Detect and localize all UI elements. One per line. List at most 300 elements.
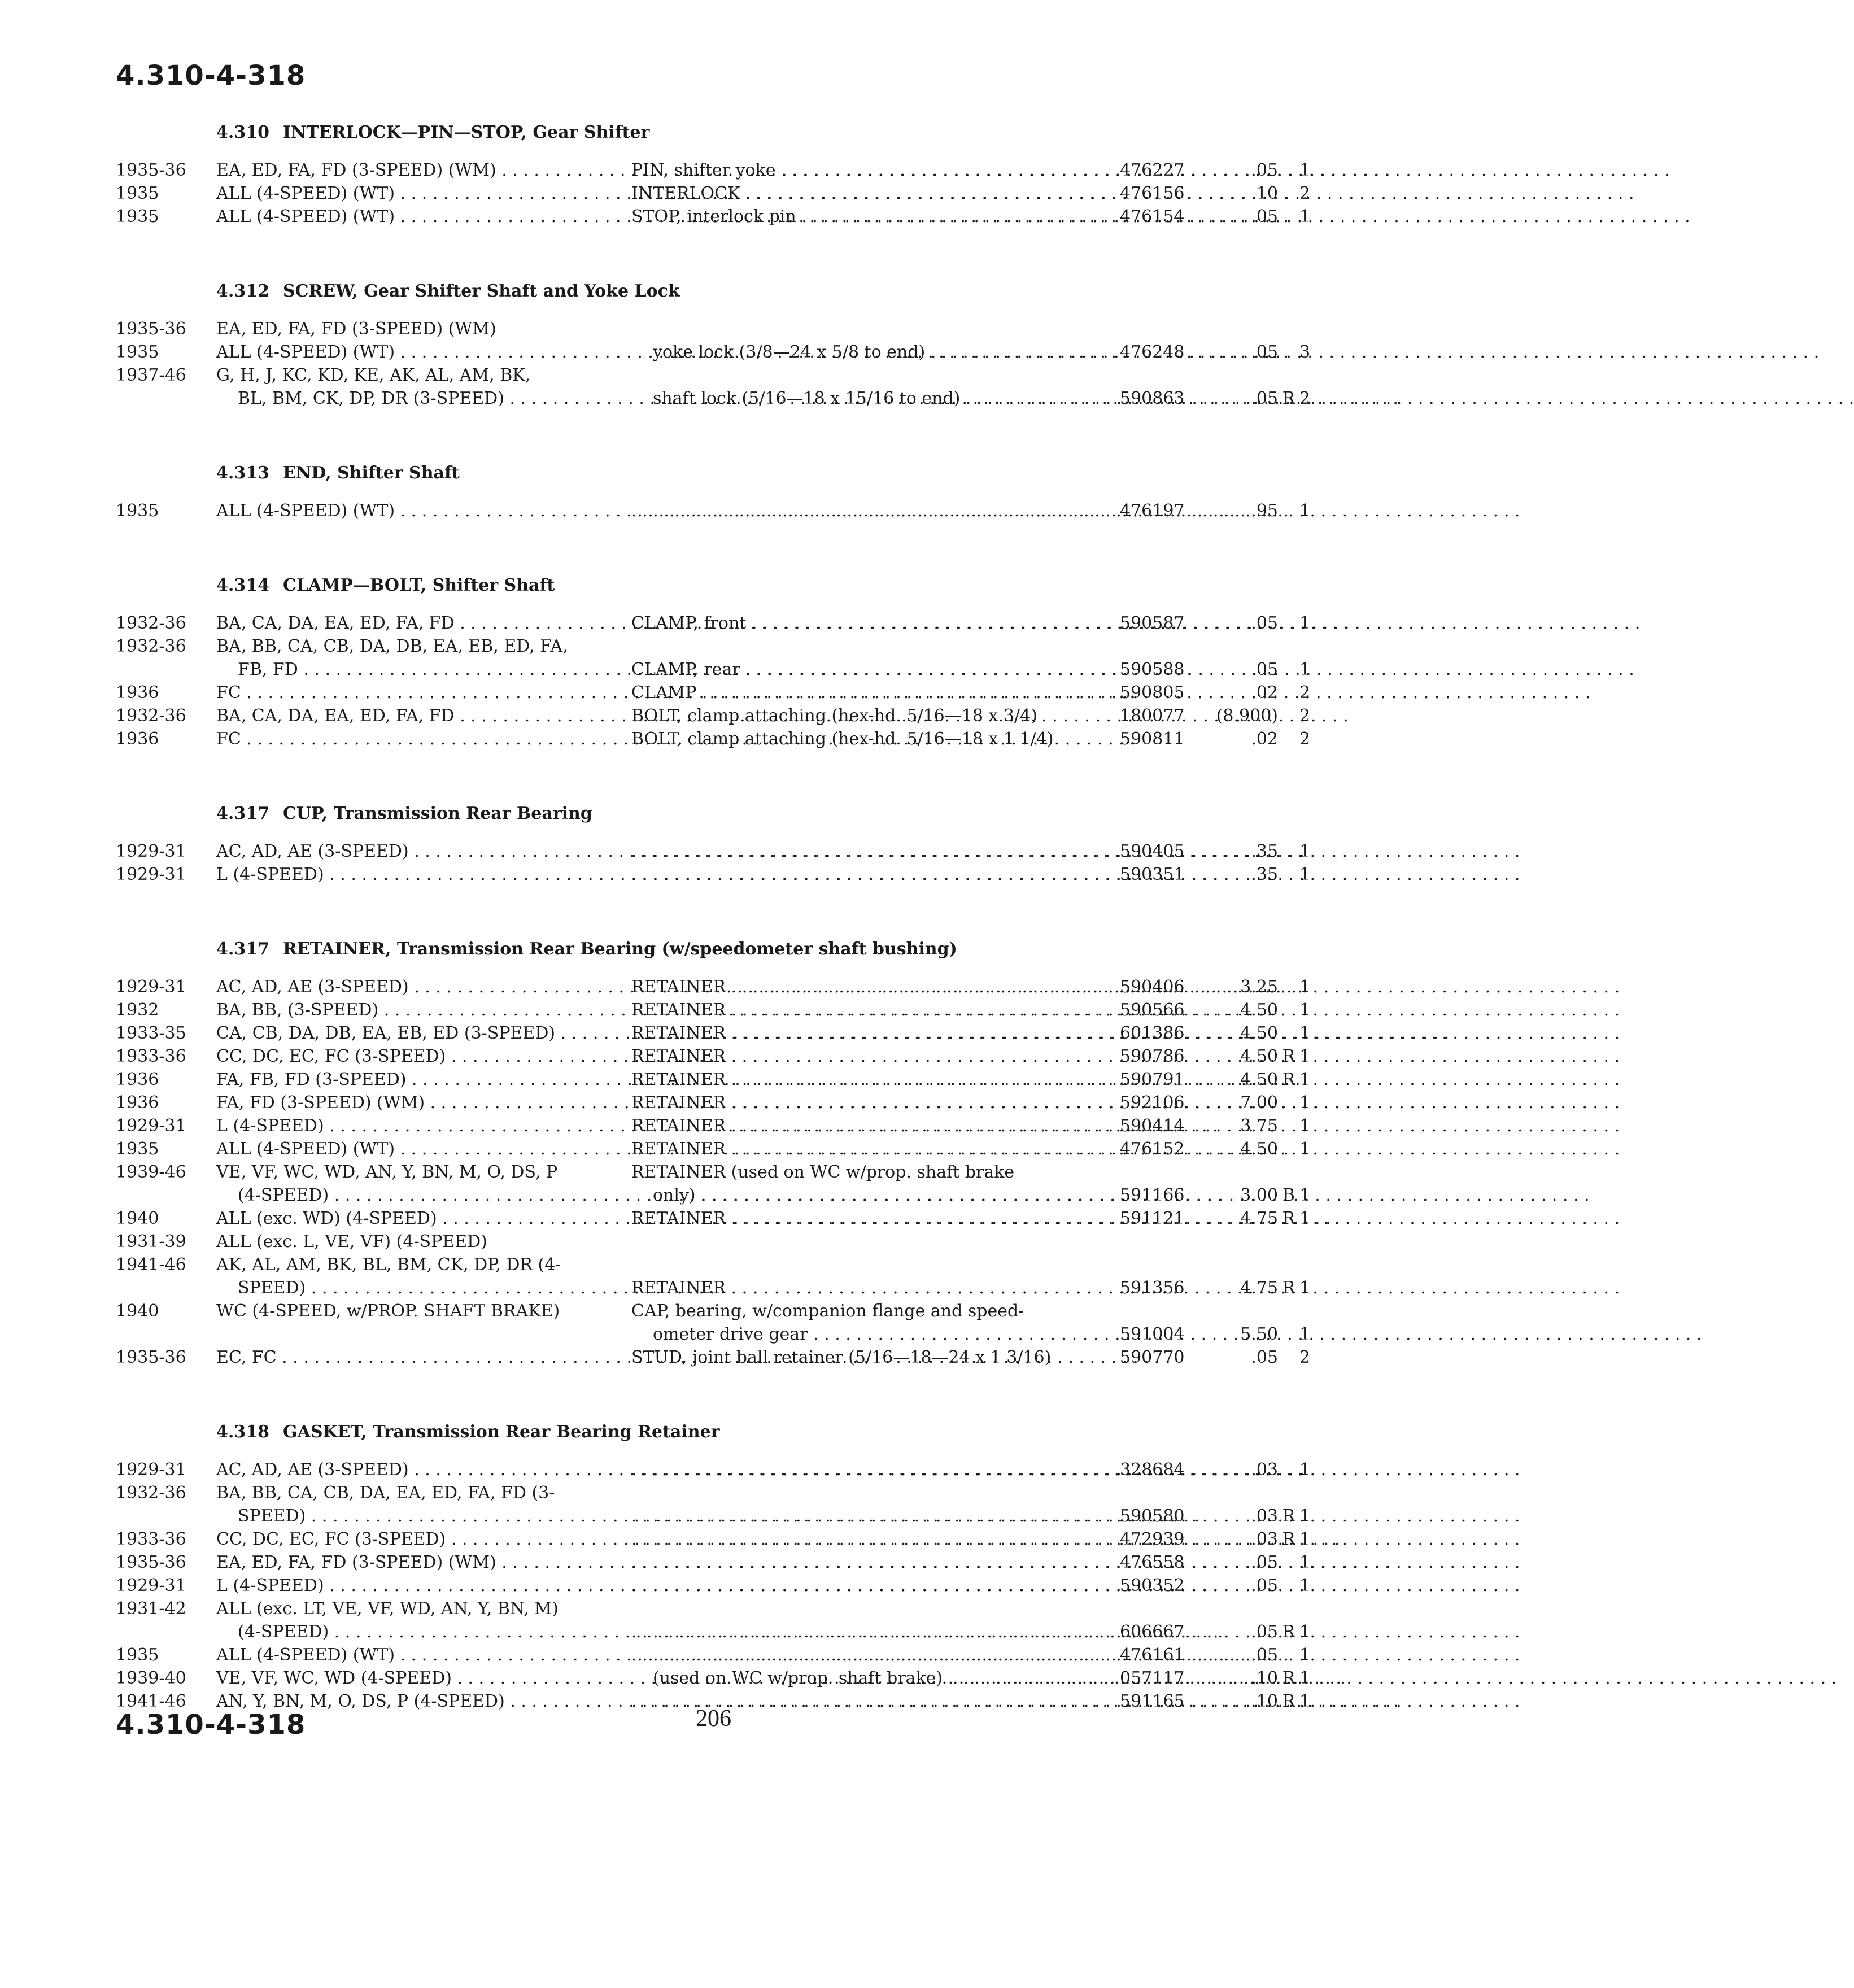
parts-row bbox=[116, 1137, 1311, 1161]
part-description-cell bbox=[631, 840, 1086, 863]
application-cell: ALL (4-SPEED) (WT) . . . bbox=[216, 499, 609, 522]
part-number-cell: 476152 bbox=[1120, 1139, 1185, 1159]
column-gap bbox=[609, 1481, 631, 1505]
part-description-cell: yoke lock (3/8—24 x 5/8 to end) . . . bbox=[631, 341, 1086, 364]
code-cell: R bbox=[1282, 1278, 1295, 1298]
part-number-cell bbox=[1120, 1253, 1199, 1276]
application-cell: (4-SPEED) . . . bbox=[216, 1620, 609, 1643]
column-gap bbox=[1086, 1230, 1120, 1253]
parts-row bbox=[116, 341, 1311, 364]
parts-row bbox=[116, 1253, 1305, 1276]
price-cell: .05 bbox=[1251, 1622, 1278, 1642]
column-gap bbox=[1086, 1481, 1120, 1505]
part-number-cell: 590770 bbox=[1120, 1348, 1185, 1367]
quantity-cell: 2 bbox=[1299, 683, 1311, 703]
part-number-cell bbox=[1120, 364, 1199, 387]
quantity-cell: 1 bbox=[1299, 1553, 1311, 1572]
year-cell bbox=[116, 1276, 216, 1300]
section-title: END, Shifter Shaft bbox=[282, 463, 460, 483]
application-cell: BA, BB, CA, CB, DA, DB, EA, EB, ED, FA, bbox=[216, 636, 568, 656]
parts-row bbox=[116, 658, 1311, 681]
price-cell: .05 bbox=[1251, 1645, 1278, 1665]
part-number-cell: 057117 bbox=[1120, 1668, 1185, 1688]
year-cell bbox=[116, 387, 216, 410]
quantity-cell: 1 bbox=[1299, 1139, 1311, 1159]
part-number-cell bbox=[1120, 1230, 1199, 1253]
price-cell bbox=[1199, 1300, 1278, 1323]
column-gap bbox=[1086, 364, 1120, 387]
quantity-cell: 1 bbox=[1299, 977, 1311, 997]
price-cell: .05 bbox=[1251, 1348, 1278, 1367]
application-cell: EA, ED, FA, FD (3-SPEED) (WM) . . . bbox=[216, 1551, 609, 1574]
part-description-cell bbox=[631, 1528, 1086, 1551]
application-cell: AN, Y, BN, M, O, DS, P (4-SPEED) . . . bbox=[216, 1690, 609, 1713]
part-number-cell: 476197 bbox=[1120, 501, 1185, 521]
quantity-cell: 1 bbox=[1299, 1209, 1311, 1228]
part-description-cell bbox=[631, 1574, 1086, 1597]
part-description-cell bbox=[631, 317, 1086, 341]
part-number-cell: 590352 bbox=[1120, 1576, 1185, 1595]
column-gap bbox=[609, 364, 631, 387]
parts-row bbox=[116, 1091, 1311, 1114]
year-cell: 1935 bbox=[116, 501, 159, 521]
year-cell bbox=[116, 1323, 216, 1346]
part-description-cell: CLAMP, rear . . . bbox=[631, 658, 1086, 681]
part-description-cell: RETAINER (used on WC w/prop. shaft brake bbox=[631, 1162, 1015, 1182]
parts-row bbox=[116, 1574, 1311, 1597]
parts-row bbox=[116, 1022, 1311, 1045]
application-cell: L (4-SPEED) . . . bbox=[216, 863, 609, 886]
code-cell: B bbox=[1282, 1185, 1295, 1205]
year-cell: 1936 bbox=[116, 683, 159, 703]
price-cell: (8.900) bbox=[1216, 706, 1278, 726]
code-cell: R bbox=[1282, 1070, 1295, 1089]
part-description-cell: PIN, shifter yoke . . . bbox=[631, 159, 1086, 182]
code-cell bbox=[1278, 1597, 1299, 1620]
application-cell: AC, AD, AE (3-SPEED) . . . bbox=[216, 1458, 609, 1481]
part-number-cell bbox=[1120, 1597, 1199, 1620]
part-description-cell: (used on WC w/prop. shaft brake) . . . bbox=[631, 1667, 1086, 1690]
code-cell: R bbox=[1282, 389, 1295, 408]
section-heading bbox=[116, 797, 1305, 831]
part-number-cell bbox=[1120, 635, 1199, 658]
part-description-cell bbox=[631, 1505, 1086, 1528]
quantity-cell: 1 bbox=[1299, 1506, 1311, 1526]
parts-row bbox=[116, 840, 1311, 863]
quantity-cell bbox=[1299, 1161, 1305, 1184]
year-cell: 1929-31 bbox=[116, 865, 186, 884]
price-cell: 7.00 bbox=[1240, 1093, 1278, 1113]
application-cell: VE, VF, WC, WD, AN, Y, BN, M, O, DS, P bbox=[216, 1162, 558, 1182]
section-title: INTERLOCK—PIN—STOP, Gear Shifter bbox=[282, 123, 650, 142]
part-number-cell: 590405 bbox=[1120, 842, 1185, 861]
year-cell bbox=[116, 1184, 216, 1207]
part-description-cell: shaft lock (5/16—18 x 15/16 to end) . . . bbox=[631, 387, 1086, 410]
section-title: SCREW, Gear Shifter Shaft and Yoke Lock bbox=[282, 281, 680, 301]
year-cell: 1933-35 bbox=[116, 1023, 186, 1043]
application-cell: AK, AL, AM, BK, BL, BM, CK, DP, DR (4- bbox=[216, 1255, 561, 1275]
column-gap bbox=[1086, 1253, 1120, 1276]
section-heading bbox=[116, 932, 1305, 966]
price-cell: .05 bbox=[1251, 342, 1278, 362]
parts-row bbox=[116, 182, 1311, 205]
year-cell: 1935 bbox=[116, 1139, 159, 1159]
part-description-cell bbox=[631, 1551, 1086, 1574]
catalog-section bbox=[116, 797, 1311, 886]
price-cell bbox=[1199, 1230, 1278, 1253]
price-cell: .10 bbox=[1251, 184, 1278, 203]
part-number-cell bbox=[1120, 1161, 1199, 1184]
price-cell bbox=[1199, 364, 1278, 387]
parts-row bbox=[116, 1207, 1311, 1230]
price-cell: .02 bbox=[1251, 683, 1278, 703]
part-number-cell: 590863 bbox=[1120, 389, 1185, 408]
parts-row bbox=[116, 205, 1311, 228]
year-cell bbox=[116, 1505, 216, 1528]
price-cell: .03 bbox=[1251, 1529, 1278, 1549]
application-cell: ALL (exc. L, VE, VF) (4-SPEED) bbox=[216, 1232, 487, 1252]
quantity-cell bbox=[1299, 1481, 1305, 1505]
price-cell: 4.50 bbox=[1240, 1139, 1278, 1159]
price-cell: 3.00 bbox=[1240, 1185, 1278, 1205]
part-description-cell: INTERLOCK . . . bbox=[631, 182, 1086, 205]
application-cell: FC . . . bbox=[216, 681, 609, 704]
code-cell bbox=[1278, 1300, 1299, 1323]
part-number-cell: 591165 bbox=[1120, 1691, 1185, 1711]
code-cell: R bbox=[1282, 1209, 1295, 1228]
column-gap bbox=[609, 1597, 631, 1620]
price-cell: .05 bbox=[1251, 207, 1278, 226]
part-number-cell: 590588 bbox=[1120, 660, 1185, 679]
quantity-cell: 1 bbox=[1299, 660, 1311, 679]
part-description-cell bbox=[631, 1643, 1086, 1667]
part-number-cell: 476558 bbox=[1120, 1553, 1185, 1572]
application-cell: FA, FB, FD (3-SPEED) . . . bbox=[216, 1068, 609, 1091]
parts-row bbox=[116, 1161, 1305, 1184]
part-description-cell: RETAINER . . . bbox=[631, 999, 1086, 1022]
column-gap bbox=[609, 635, 631, 658]
parts-row bbox=[116, 364, 1305, 387]
parts-row bbox=[116, 317, 1305, 341]
part-description-cell bbox=[631, 499, 1086, 522]
page-footer-range: 4.310-4-318 bbox=[116, 1709, 306, 1741]
code-cell bbox=[1278, 727, 1299, 751]
application-cell: ALL (4-SPEED) (WT) . . . bbox=[216, 205, 609, 228]
parts-row bbox=[116, 1551, 1311, 1574]
year-cell: 1935 bbox=[116, 207, 159, 226]
parts-row bbox=[116, 704, 1311, 727]
year-cell: 1929-31 bbox=[116, 1576, 186, 1595]
parts-row bbox=[116, 387, 1311, 410]
code-cell: R bbox=[1282, 1047, 1295, 1066]
price-cell: 4.50 bbox=[1240, 1047, 1278, 1066]
year-cell: 1932 bbox=[116, 1000, 159, 1020]
quantity-cell: 1 bbox=[1299, 1000, 1311, 1020]
quantity-cell: 1 bbox=[1299, 1070, 1311, 1089]
part-description-cell bbox=[631, 1230, 1086, 1253]
parts-row bbox=[116, 1045, 1311, 1068]
part-number-cell: 180077 bbox=[1120, 706, 1185, 726]
quantity-cell bbox=[1299, 317, 1305, 341]
quantity-cell: 1 bbox=[1299, 501, 1311, 521]
quantity-cell: 1 bbox=[1299, 1278, 1311, 1298]
quantity-cell: 1 bbox=[1299, 1622, 1311, 1642]
year-cell: 1941-46 bbox=[116, 1255, 186, 1275]
year-cell: 1932-36 bbox=[116, 706, 186, 726]
quantity-cell: 1 bbox=[1299, 207, 1311, 226]
quantity-cell: 2 bbox=[1299, 1348, 1311, 1367]
quantity-cell: 1 bbox=[1299, 1576, 1311, 1595]
year-cell: 1939-40 bbox=[116, 1668, 186, 1688]
part-description-cell bbox=[631, 635, 1086, 658]
parts-row bbox=[116, 612, 1311, 635]
part-description-cell: CAP, bearing, w/companion flange and speed- bbox=[631, 1301, 1024, 1321]
application-cell: CC, DC, EC, FC (3-SPEED) . . . bbox=[216, 1045, 609, 1068]
quantity-cell: 1 bbox=[1299, 1324, 1311, 1344]
application-cell: FC . . . bbox=[216, 727, 609, 751]
part-description-cell: ometer drive gear . . . bbox=[631, 1323, 1086, 1346]
parts-row bbox=[116, 1528, 1311, 1551]
section-number: 4.310 bbox=[216, 123, 269, 142]
year-cell: 1937-46 bbox=[116, 365, 186, 385]
page-number: 206 bbox=[696, 1706, 731, 1732]
section-number: 4.313 bbox=[216, 463, 269, 483]
price-cell bbox=[1199, 1597, 1278, 1620]
parts-row bbox=[116, 863, 1311, 886]
price-cell: 4.50 bbox=[1240, 1070, 1278, 1089]
column-gap bbox=[609, 1253, 631, 1276]
price-cell bbox=[1199, 1253, 1278, 1276]
parts-row bbox=[116, 1505, 1311, 1528]
part-description-cell: RETAINER . . . bbox=[631, 1207, 1086, 1230]
section-number: 4.317 bbox=[216, 804, 269, 823]
year-cell bbox=[116, 1620, 216, 1643]
parts-row bbox=[116, 635, 1305, 658]
application-cell: BL, BM, CK, DP, DR (3-SPEED) . . . bbox=[216, 387, 609, 410]
section-heading bbox=[116, 569, 1305, 603]
year-cell: 1941-46 bbox=[116, 1691, 186, 1711]
parts-row bbox=[116, 1458, 1311, 1481]
application-cell: ALL (4-SPEED) (WT) . . . bbox=[216, 1137, 609, 1161]
column-gap bbox=[609, 317, 631, 341]
application-cell: WC (4-SPEED, w/PROP. SHAFT BRAKE) bbox=[216, 1301, 560, 1321]
price-cell bbox=[1199, 317, 1278, 341]
part-number-cell: 591166 bbox=[1120, 1185, 1185, 1205]
application-cell: ALL (4-SPEED) (WT) . . . bbox=[216, 341, 609, 364]
part-description-cell: STOP, interlock pin . . . bbox=[631, 205, 1086, 228]
year-cell: 1935-36 bbox=[116, 319, 186, 339]
price-cell bbox=[1199, 1161, 1278, 1184]
part-number-cell: 472939 bbox=[1120, 1529, 1185, 1549]
part-number-cell bbox=[1120, 1481, 1199, 1505]
part-description-cell bbox=[631, 1253, 1086, 1276]
parts-row bbox=[116, 999, 1311, 1022]
parts-row bbox=[116, 1597, 1305, 1620]
code-cell bbox=[1278, 317, 1299, 341]
price-cell: .03 bbox=[1251, 1506, 1278, 1526]
year-cell: 1935-36 bbox=[116, 160, 186, 180]
application-cell: ALL (4-SPEED) (WT) . . . bbox=[216, 182, 609, 205]
price-cell: .05 bbox=[1251, 1576, 1278, 1595]
quantity-cell: 1 bbox=[1299, 613, 1311, 633]
parts-row bbox=[116, 1184, 1311, 1207]
parts-row bbox=[116, 1276, 1311, 1300]
application-cell: EC, FC . . . bbox=[216, 1346, 609, 1369]
code-cell: R bbox=[1282, 1691, 1295, 1711]
parts-catalog-content bbox=[116, 116, 1311, 1759]
part-description-cell: BOLT, clamp attaching (hex-hd. 5/16—18 x 1 1/4) bbox=[631, 729, 1054, 749]
part-number-cell bbox=[1120, 1300, 1199, 1323]
part-number-cell: 591356 bbox=[1120, 1278, 1185, 1298]
section-heading bbox=[116, 116, 1305, 150]
column-gap bbox=[609, 1300, 631, 1323]
part-description-cell bbox=[631, 364, 1086, 387]
section-heading bbox=[116, 1415, 1305, 1449]
part-number-cell: 590414 bbox=[1120, 1116, 1185, 1136]
application-cell: SPEED) . . . bbox=[216, 1505, 609, 1528]
price-cell: .10 bbox=[1251, 1668, 1278, 1688]
price-cell: 4.75 bbox=[1240, 1278, 1278, 1298]
part-number-cell: 590587 bbox=[1120, 613, 1185, 633]
parts-row bbox=[116, 1346, 1311, 1369]
year-cell: 1933-36 bbox=[116, 1047, 186, 1066]
column-gap bbox=[609, 1161, 631, 1184]
catalog-section bbox=[116, 569, 1311, 751]
section-heading bbox=[116, 274, 1305, 308]
quantity-cell bbox=[1299, 364, 1305, 387]
year-cell: 1929-31 bbox=[116, 977, 186, 997]
price-cell: 4.50 bbox=[1240, 1000, 1278, 1020]
quantity-cell: 2 bbox=[1299, 389, 1311, 408]
section-number: 4.312 bbox=[216, 281, 269, 301]
year-cell: 1929-31 bbox=[116, 1460, 186, 1480]
section-title: CUP, Transmission Rear Bearing bbox=[282, 804, 592, 823]
part-description-cell: RETAINER . . . bbox=[631, 975, 1086, 999]
column-gap bbox=[1086, 1161, 1120, 1184]
price-cell: 4.75 bbox=[1240, 1209, 1278, 1228]
part-number-cell: 590786 bbox=[1120, 1047, 1185, 1066]
part-number-cell: 476248 bbox=[1120, 342, 1185, 362]
part-number-cell: 590406 bbox=[1120, 977, 1185, 997]
price-cell: .35 bbox=[1251, 842, 1278, 861]
application-cell: CA, CB, DA, DB, EA, EB, ED (3-SPEED) . . . bbox=[216, 1022, 609, 1045]
part-description-cell: CLAMP, front . . . bbox=[631, 612, 1086, 635]
quantity-cell: 2 bbox=[1299, 706, 1311, 726]
quantity-cell: 1 bbox=[1299, 1116, 1311, 1136]
price-cell: 4.50 bbox=[1240, 1023, 1278, 1043]
parts-row bbox=[116, 1323, 1311, 1346]
parts-row bbox=[116, 1620, 1311, 1643]
year-cell: 1940 bbox=[116, 1209, 159, 1228]
part-description-cell: RETAINER . . . bbox=[631, 1022, 1086, 1045]
application-cell: L (4-SPEED) . . . bbox=[216, 1114, 609, 1137]
application-cell: CC, DC, EC, FC (3-SPEED) . . . bbox=[216, 1528, 609, 1551]
part-number-cell: 328684 bbox=[1120, 1460, 1185, 1480]
application-cell: VE, VF, WC, WD (4-SPEED) . . . bbox=[216, 1667, 609, 1690]
column-gap bbox=[1086, 635, 1120, 658]
part-description-cell bbox=[631, 1481, 1086, 1505]
part-number-cell: 592106 bbox=[1120, 1093, 1185, 1113]
part-description-cell bbox=[631, 1458, 1086, 1481]
column-gap bbox=[1086, 317, 1120, 341]
column-gap bbox=[609, 1230, 631, 1253]
year-cell: 1931-42 bbox=[116, 1599, 186, 1619]
year-cell: 1935-36 bbox=[116, 1553, 186, 1572]
part-number-cell: 476161 bbox=[1120, 1645, 1185, 1665]
quantity-cell: 1 bbox=[1299, 1047, 1311, 1066]
parts-row bbox=[116, 1667, 1311, 1690]
parts-row bbox=[116, 975, 1311, 999]
year-cell bbox=[116, 658, 216, 681]
application-cell: BA, CA, DA, EA, ED, FA, FD . . . bbox=[216, 612, 609, 635]
code-cell bbox=[1278, 364, 1299, 387]
parts-row bbox=[116, 1114, 1311, 1137]
quantity-cell bbox=[1299, 1230, 1305, 1253]
year-cell: 1933-36 bbox=[116, 1529, 186, 1549]
application-cell: EA, ED, FA, FD (3-SPEED) (WM) . . . bbox=[216, 159, 609, 182]
part-number-cell: 590811 bbox=[1120, 729, 1185, 749]
price-cell: .05 bbox=[1251, 613, 1278, 633]
price-cell bbox=[1199, 635, 1278, 658]
year-cell: 1936 bbox=[116, 729, 159, 749]
quantity-cell bbox=[1299, 1253, 1305, 1276]
application-cell bbox=[216, 1323, 609, 1346]
parts-row bbox=[116, 1068, 1311, 1091]
quantity-cell: 1 bbox=[1299, 865, 1311, 884]
column-gap bbox=[1086, 1300, 1120, 1323]
part-number-cell: 591004 bbox=[1120, 1324, 1185, 1344]
quantity-cell: 1 bbox=[1299, 842, 1311, 861]
section-number: 4.314 bbox=[216, 576, 269, 595]
quantity-cell: 1 bbox=[1299, 160, 1311, 180]
price-cell: .02 bbox=[1251, 729, 1278, 749]
quantity-cell: 3 bbox=[1299, 342, 1311, 362]
code-cell: R bbox=[1282, 1622, 1295, 1642]
catalog-section bbox=[116, 274, 1311, 410]
year-cell: 1935 bbox=[116, 342, 159, 362]
price-cell: .10 bbox=[1251, 1691, 1278, 1711]
price-cell: .05 bbox=[1251, 160, 1278, 180]
catalog-section bbox=[116, 456, 1311, 522]
part-number-cell: 590791 bbox=[1120, 1070, 1185, 1089]
application-cell: EA, ED, FA, FD (3-SPEED) (WM) bbox=[216, 319, 496, 339]
quantity-cell: 1 bbox=[1299, 1529, 1311, 1549]
price-cell: .05 bbox=[1251, 1553, 1278, 1572]
column-gap bbox=[609, 1323, 631, 1346]
year-cell: 1935-36 bbox=[116, 1348, 186, 1367]
part-number-cell: 606667 bbox=[1120, 1622, 1185, 1642]
catalog-section bbox=[116, 1415, 1311, 1713]
application-cell: ALL (exc. WD) (4-SPEED) . . . bbox=[216, 1207, 609, 1230]
application-cell: BA, BB, CA, CB, DA, EA, ED, FA, FD (3- bbox=[216, 1483, 555, 1503]
part-number-cell bbox=[1120, 317, 1199, 341]
price-cell: 3.75 bbox=[1240, 1116, 1278, 1136]
part-description-cell: RETAINER . . . bbox=[631, 1137, 1086, 1161]
year-cell: 1929-31 bbox=[116, 1116, 186, 1136]
part-description-cell: RETAINER . . . bbox=[631, 1045, 1086, 1068]
parts-row bbox=[116, 727, 1311, 751]
code-cell bbox=[1278, 1253, 1299, 1276]
price-cell bbox=[1199, 1481, 1278, 1505]
part-description-cell bbox=[631, 1620, 1086, 1643]
application-cell: (4-SPEED) . . . bbox=[216, 1184, 609, 1207]
catalog-section bbox=[116, 116, 1311, 228]
price-cell: 3.25 bbox=[1240, 977, 1278, 997]
section-title: RETAINER, Transmission Rear Bearing (w/speedometer shaft bushing) bbox=[282, 939, 957, 959]
part-number-cell: 590566 bbox=[1120, 1000, 1185, 1020]
column-gap bbox=[1086, 1597, 1120, 1620]
parts-row bbox=[116, 1300, 1305, 1323]
